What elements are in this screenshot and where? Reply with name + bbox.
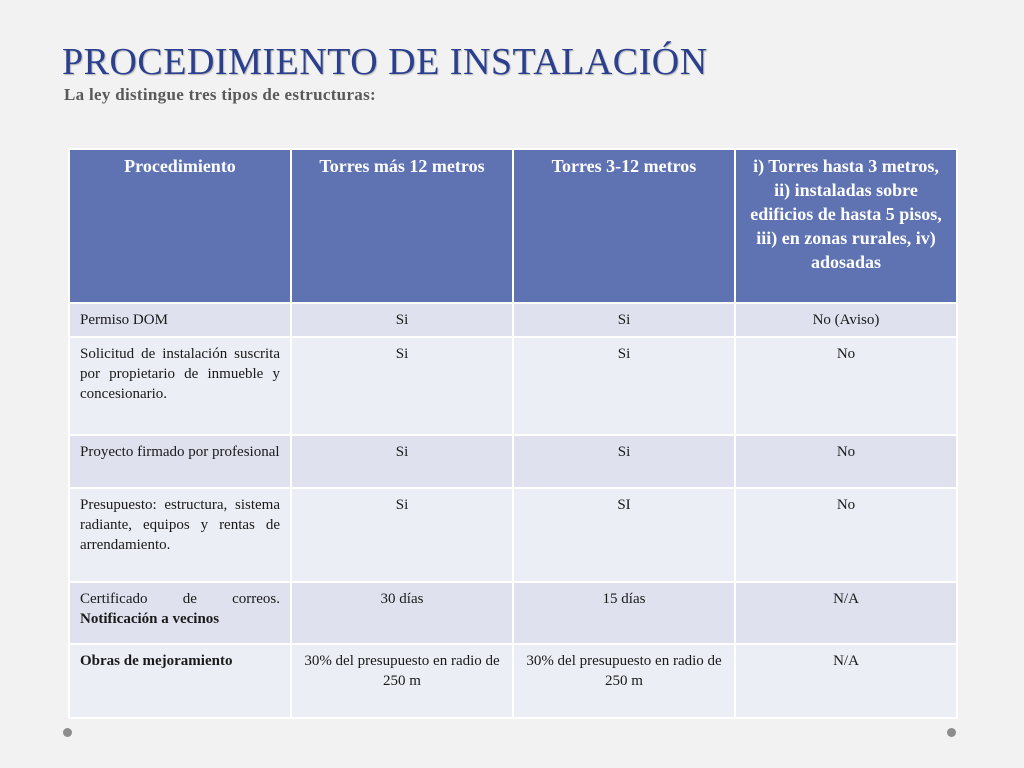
procedure-table [68,148,958,719]
table-cell: 30% del presupuesto en radio de 250 m [291,644,513,718]
row-label: Obras de mejoramiento [69,644,291,718]
table-cell: Si [291,303,513,337]
table-cell: No [735,337,957,435]
decorative-dot-left [63,728,72,737]
table-row [69,435,957,488]
table-row [69,644,957,718]
decorative-dot-right [947,728,956,737]
table-cell: No (Aviso) [735,303,957,337]
table-cell: No [735,488,957,582]
table-cell: No [735,435,957,488]
table-cell: Si [291,435,513,488]
table-cell: SI [513,488,735,582]
table-header-row [69,149,957,303]
table-cell: 15 días [513,582,735,644]
slide-title: PROCEDIMIENTO DE INSTALACIÓN [62,41,708,83]
table-cell: Si [291,337,513,435]
header-torres-hasta-3: i) Torres hasta 3 metros, ii) instaladas sobre edificios de hasta 5 pisos, iii) en zonas rurales, iv) adosadas [735,149,957,303]
table-row [69,337,957,435]
table-row [69,303,957,337]
table-cell: N/A [735,582,957,644]
table-row [69,582,957,644]
row-label: Proyecto firmado por profesional [69,435,291,488]
table-cell: Si [513,303,735,337]
row-label: Solicitud de instalación suscrita por propietario de inmueble y concesionario. [69,337,291,435]
row-label [69,582,291,644]
table-cell: 30% del presupuesto en radio de 250 m [513,644,735,718]
header-torres-3-12: Torres 3-12 metros [513,149,735,303]
table-cell: Si [513,435,735,488]
row-label-bold: Notificación a vecinos [80,611,220,627]
row-label: Presupuesto: estructura, sistema radiante, equipos y rentas de arrendamiento. [69,488,291,582]
header-torres-mas-12: Torres más 12 metros [291,149,513,303]
row-label: Permiso DOM [69,303,291,337]
table-cell: Si [291,488,513,582]
table-cell: N/A [735,644,957,718]
header-procedimiento: Procedimiento [69,149,291,303]
row-label-plain: Certificado de correos. [80,591,280,607]
table-row [69,488,957,582]
table-cell: 30 días [291,582,513,644]
slide-subtitle: La ley distingue tres tipos de estructuras: [64,85,376,104]
table-cell: Si [513,337,735,435]
